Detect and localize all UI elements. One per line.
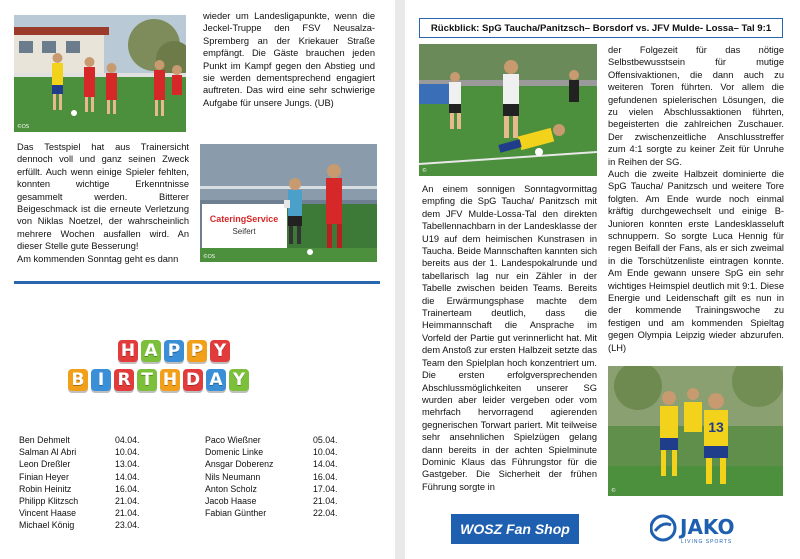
list-item [205,434,337,446]
match-photo-4 [608,366,783,496]
match-photo-2 [200,144,377,262]
jersey-number: 13 [708,419,724,435]
photo-copyright: © [422,168,427,174]
letter-tile: D [183,369,203,391]
list-item [19,458,139,470]
birthday-date: 23.04. [115,520,140,531]
birthday-word [68,369,252,391]
list-item [19,434,139,446]
birthday-name: Jacob Haase [205,496,257,507]
article-text-col2-continuation: Auch die zweite Halbzeit dominierte die SpG Taucha/ Panitzsch und weitere Tore folgten. Am Ende wurde noch einmal kräftig durchgewechselt und einige B-Junioren konnten erste Landesklasseluft schnuppern. So sorgte Luca Hennig für regen Beifall der Fans, als er sich zweimal in die Torschützenliste eintragen konnte. Am Ende gewann unsere SpG ein sehr wichtiges Heimspiel deutlich mit 9:1. Diese Energie und Leidenschaft gilt es nun in der kommende Trainingswoche zu festigen und am kommenden Spieltag gegen Olympia Leipzig wieder abzurufen. (LH) [608,169,784,353]
birthday-name: Paco Wießner [205,435,261,445]
happy-word [118,340,233,362]
letter-tile: A [206,369,226,391]
list-item [205,458,337,470]
birthday-list-col2 [205,434,337,519]
birthday-name: Finian Heyer [19,471,69,482]
sponsor-jako[interactable] [650,513,750,547]
birthday-name: Leon Dreßler [19,459,71,470]
letter-tile: Y [229,369,249,391]
letter-tile: I [91,369,111,391]
section-divider [14,281,380,284]
birthday-date: 14.04. [313,459,338,470]
list-item [205,446,337,458]
letter-tile: T [137,369,157,391]
match-photo-4-image [608,366,783,496]
birthday-date: 21.04. [115,508,140,519]
list-item [205,507,337,519]
match-photo-3 [419,44,597,176]
birthday-date: 05.04. [313,435,338,445]
birthday-date: 10.04. [115,447,140,458]
match-photo-1 [14,15,186,132]
birthday-date: 04.04. [115,435,140,445]
letter-tile: P [187,340,207,362]
letter-tile: B [68,369,88,391]
article-text-col1: Das Testspiel hat aus Trainersicht dennoch voll und ganz seinen Zweck erfüllt. Auch wenn einige Spieler fehlten, konnten wichtige Erkenntnisse gesammelt werden. Bitterer Beigeschmack ist die erneute Verletzung von Niklas Noetzel, der wahrscheinlich mehrere Wochen ausfallen wird. An dieser Stelle gute Besserung! [17,142,189,252]
sponsor-wosz-fanshop[interactable]: WOSZ Fan Shop [451,514,579,544]
article-text-col1-continuation: Am kommenden Sonntag geht es dann [17,254,179,264]
list-item [205,495,337,507]
birthday-name: Salman Al Abri [19,447,77,458]
birthday-date: 17.04. [313,483,338,494]
birthday-date: 21.04. [313,496,338,507]
letter-tile: A [141,340,161,362]
right-page [405,0,800,559]
birthday-date: 22.04. [313,508,338,519]
article-text-col2: wieder um Landesligapunkte, wenn die Jeckel-Truppe den FSV Neusalza-Spremberg an der Kriekauer Straße empfängt. Die Gäste brauchen jeden Punkt im Kampf gegen den Abstieg und sie werden dementsprechend engagiert auftreten. Das wird eine sehr schwierige Aufgabe für unsere Jungs. (UB) [203,11,375,108]
article-text-col1: An einem sonnigen Sonntagvormittag empfing die SpG Taucha/ Panitzsch mit dem JFV Mulde-Lossa-Tal den direkten Tabellennachbarn in der Landesklasse der U19 auf dem heimischen Kunstrasen in Taucha. Beide Mannschaften kannten sich bereits aus der 1. Landespokalrunde und tabellarisch lag nur ein Zähler in der Tabelle zwischen beiden Teams. Bereits die Erwärmungsphase machte dem Trainerteam deutlich, dass die Heimmannschaft die Ansprache im Vorfeld der Partie gut verinnerlicht hat. Mit dem Anstoß zur ersten Halbzeit setzte das Team den Spielplan hoch konzentriert um. Die ersten erfolgversprechenden Abschlussmöglichkeiten unserer SG wurden aber leider vergeben oder vom mehrfach hervorragend agierenden gegnerischen Torwart pariert. Mit teilweise sehr ansehnlichen Spielzügen gelang dann bereits in der achten Spielminute Dominic Klaus das Führungstor für die Gastgeber. Die Sicherheit der frühen Führung sorgte in [422,184,597,492]
letter-tile: H [118,340,138,362]
match-photo-2-image [200,144,377,262]
birthday-name: Anton Scholz [205,483,257,494]
birthday-name: Nils Neumann [205,471,261,482]
list-item [19,495,139,507]
photo-copyright: ©DS [17,124,30,130]
birthday-date: 16.04. [115,483,140,494]
list-item [19,446,139,458]
birthday-date: 21.04. [115,496,140,507]
list-item [205,483,337,495]
photo-copyright: ©DS [203,254,216,260]
birthday-name: Michael König [19,520,75,531]
photo-copyright: © [611,488,616,494]
banner-sign-1: CateringService [209,214,279,224]
list-item [19,483,139,495]
birthday-name: Domenic Linke [205,447,264,458]
letter-tile: H [160,369,180,391]
article-text-col2: der Folgezeit für das nötige Selbstbewusstsein für mutige Offensivaktionen, die dann auch zu weiteren Toren führten. Vor allem die gefundenen spielerischen Lösungen, die zu vielen Abschlussaktionen führten, begeisterten die zahlreichen Zuschauer. Der zwischenzeitliche Anschlusstreffer zum 4:1 sorgte zu keiner Zeit für Unruhe in Reihen der SG. [608,45,784,167]
list-item [19,507,139,519]
letter-tile: R [114,369,134,391]
list-item [19,471,139,483]
birthday-name: Robin Heinitz [19,483,72,494]
birthday-name: Ansgar Doberenz [205,459,274,470]
list-item [19,519,139,531]
article-title: Rückblick: SpG Taucha/Panitzsch– Borsdorf vs. JFV Mulde- Lossa– Tal 9:1 [419,18,783,38]
birthday-name: Ben Dehmelt [19,435,70,445]
banner-sign-2: Seifert [232,227,256,236]
birthday-name: Fabian Günther [205,508,267,519]
list-item [205,471,337,483]
birthday-list-col1 [19,434,139,532]
letter-tile: Y [210,340,230,362]
birthday-date: 14.04. [115,471,140,482]
birthday-date: 16.04. [313,471,338,482]
jako-tagline: LIVING SPORTS [681,539,733,545]
letter-tile: P [164,340,184,362]
birthday-name: Vincent Haase [19,508,77,519]
birthday-date: 13.04. [115,459,140,470]
birthday-name: Philipp Klitzsch [19,496,79,507]
birthday-date: 10.04. [313,447,338,458]
left-page [0,0,395,559]
jako-wordmark: JAKO [680,515,735,539]
match-photo-3-image [419,44,597,176]
match-photo-1-image [14,15,186,132]
